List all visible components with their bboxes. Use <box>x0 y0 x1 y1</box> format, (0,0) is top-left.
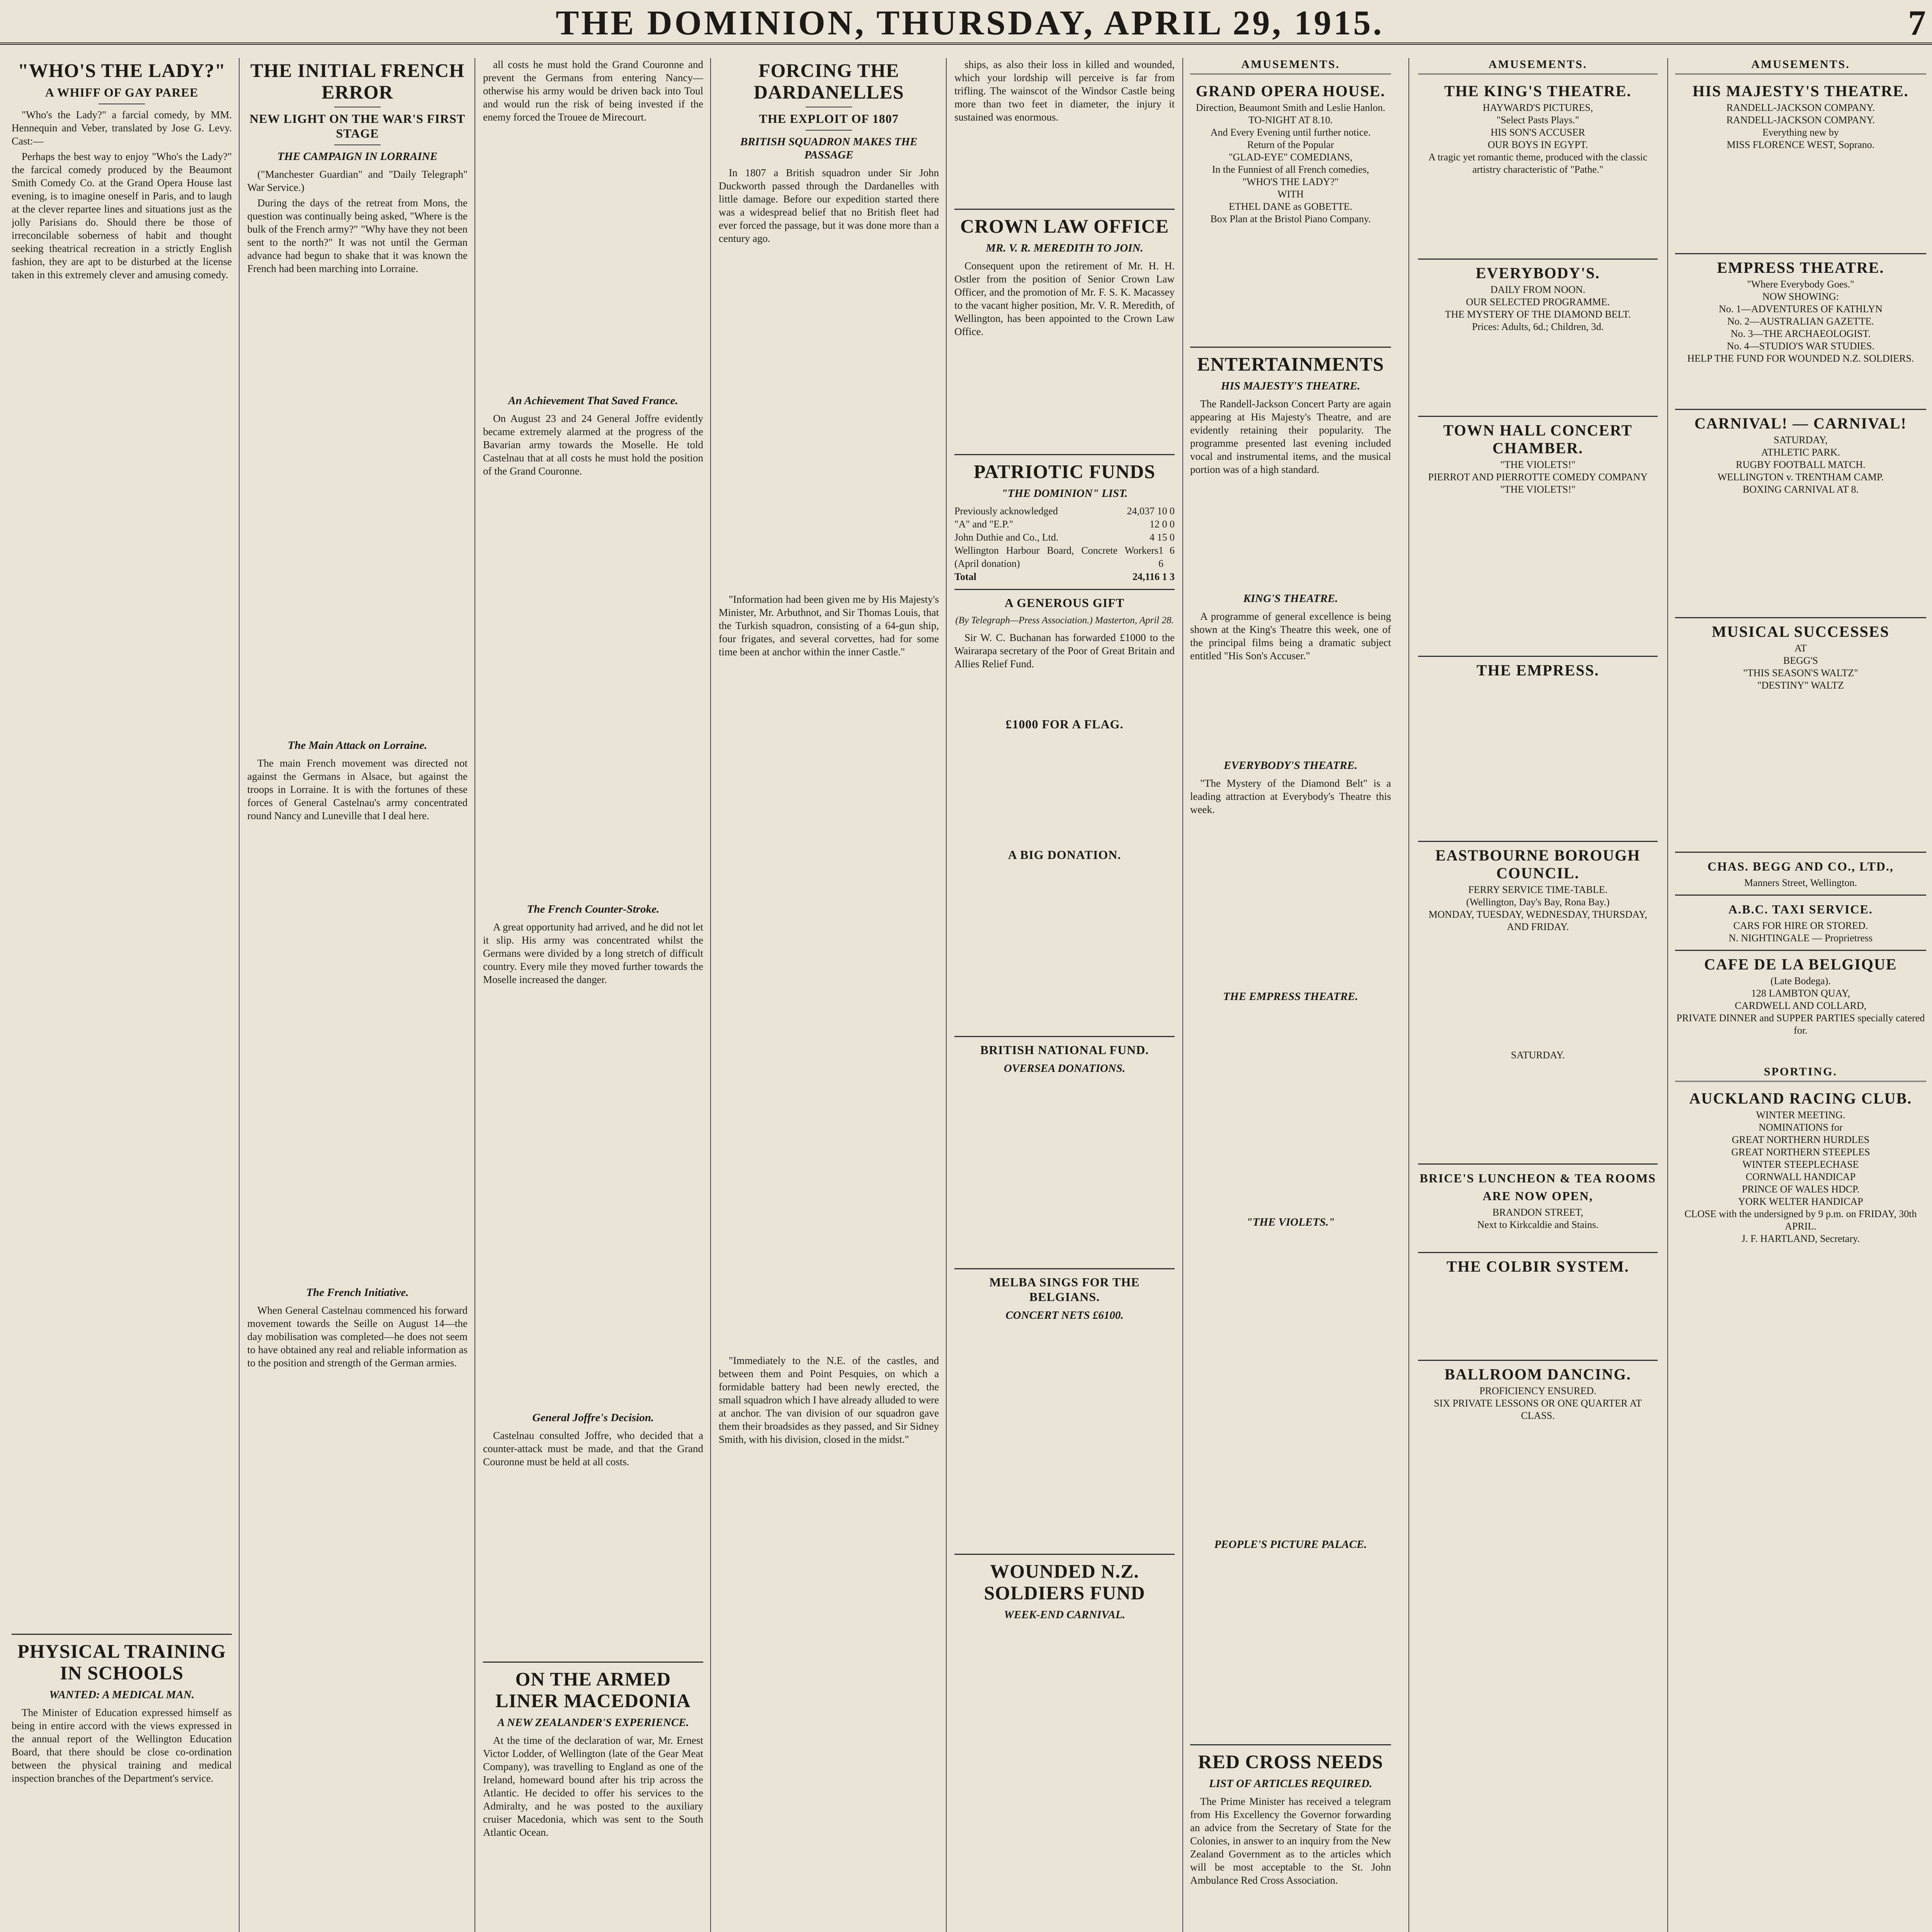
advert-line: SIX PRIVATE LESSONS OR ONE QUARTER AT CLASS. <box>1434 1398 1642 1421</box>
advert-line: No. 4—STUDIO'S WAR STUDIES. <box>1727 340 1874 352</box>
advert-title: TOWN HALL CONCERT CHAMBER. <box>1443 422 1633 457</box>
advert-line: CARS FOR HIRE OR STORED. <box>1733 920 1868 931</box>
article-paragraph: On August 23 and 24 General Joffre evidently became extremely alarmed at the progress of the Bavarian army towards the Moselle. He told Castelnau that at all costs he must hold the position of the Grand Couronne. <box>483 413 703 477</box>
advert-line: (Wellington, Day's Bay, Rona Bay.) <box>1466 896 1610 908</box>
section-headline: ENTERTAINMENTS <box>1197 353 1384 375</box>
section-header: SPORTING. <box>1675 1065 1926 1082</box>
article-subhead: WEEK-END CARNIVAL. <box>1004 1609 1125 1621</box>
advert-line: PRIVATE DINNER and SUPPER PARTIES specially catered for. <box>1676 1012 1925 1036</box>
advert-line: FERRY SERVICE TIME-TABLE. <box>1468 884 1608 895</box>
divider <box>806 130 852 131</box>
column-2 <box>247 58 468 1932</box>
advert-carnival <box>1675 409 1926 501</box>
divider <box>12 1634 232 1635</box>
advert-line: CORNWALL HANDICAP <box>1745 1171 1856 1182</box>
advert-line: J. F. HARTLAND, Secretary. <box>1742 1233 1860 1244</box>
divider <box>954 1036 1175 1037</box>
article-subhead: A WHIFF OF GAY PAREE <box>45 85 199 99</box>
article-crosshead: KING'S THEATRE. <box>1243 592 1338 605</box>
divider <box>954 589 1175 590</box>
advert-line: A tragic yet romantic theme, produced with the classic artistry characteristic of "Pathe." <box>1428 151 1648 175</box>
article-paragraph: At the time of the declaration of war, Mr. Ernest Victor Lodder, of Wellington (late of the Gear Meat Company), was travelling to England as one of the Ireland, homeward bound after his trip across the Atlantic. He decided to offer his services to the Admiralty, and he was posted to the auxiliary cruiser Macedonia, which was sent to the South Atlantic Ocean. <box>483 1735 703 1838</box>
article-paragraph: The main French movement was directed not against the Germans in Alsace, but against the troops in Lorraine. It is with the fortunes of these forces of General Castelnau's army concentrated round Nancy and Luneville that I deal here. <box>247 757 468 821</box>
article-subhead: A NEW ZEALANDER'S EXPERIENCE. <box>497 1716 689 1729</box>
column-rule <box>1667 58 1668 1932</box>
column-rule <box>474 58 475 1932</box>
advert-line: No. 3—THE ARCHAEOLOGIST. <box>1730 328 1871 339</box>
fund-row: "A" and "E.P." 12 0 0 <box>954 519 1175 530</box>
advert-title: CARNIVAL! — CARNIVAL! <box>1694 415 1907 432</box>
column-3 <box>483 58 703 1932</box>
advert-line: RANDELL-JACKSON COMPANY. <box>1726 102 1875 113</box>
advert-line: BRANDON STREET, <box>1492 1207 1583 1218</box>
article-paragraph: ships, as also their loss in killed and wounded, which your lordship will perceive is far from trifling. The wainscot of the Windsor Castle being more than two feet in diameter, the injury it sustained was enormous. <box>954 59 1175 123</box>
advert-beggs <box>1675 617 1926 697</box>
advert-line: HELP THE FUND FOR WOUNDED N.Z. SOLDIERS. <box>1687 353 1914 364</box>
advert-line: AT <box>1794 643 1807 654</box>
advert-line: MISS FLORENCE WEST, Soprano. <box>1726 139 1875 150</box>
article-paragraph: The Prime Minister has received a telegram from His Excellency the Governor forwarding an advice from the Secretary of State for the Colonies, in answer to an inquiry from the New Zealand Government as to the articles which will be most acceptable to the St. John Ambulance Red Cross Association. <box>1190 1796 1391 1886</box>
advert-line: WINTER MEETING. <box>1756 1109 1845 1121</box>
advert-town-hall <box>1418 416 1658 501</box>
article-crosshead: The French Counter-Stroke. <box>527 903 660 915</box>
advert-line: NOMINATIONS for <box>1759 1122 1843 1133</box>
article-paragraph: Perhaps the best way to enjoy "Who's the Lady?" the farcical comedy produced by the Beaumont Smith Comedy Co. at the Grand Opera House last evening, is to imagine oneself in Paris, and to laugh at the clever repartee lines and situations just as the jolly Parisians do. Should there be those of irreconcilable soberness of habit and thought seeking theatrical recreation in a strictly English fashion, they are apt to be disturbed at the license taken in this extremely clever and amusing comedy. <box>12 151 232 281</box>
advert-line: WITH <box>1277 189 1304 200</box>
advert-line: WELLINGTON v. TRENTHAM CAMP. <box>1718 471 1884 483</box>
column-5 <box>954 58 1175 1932</box>
advert-line: Next to Kirkcaldie and Stains. <box>1477 1219 1599 1230</box>
advert-line: PROFICIENCY ENSURED. <box>1479 1385 1597 1396</box>
divider <box>1190 347 1391 348</box>
advert-line: WINTER STEEPLECHASE <box>1742 1159 1859 1170</box>
advert-chas-begg <box>1675 852 1926 895</box>
advert-brices <box>1418 1163 1658 1236</box>
article-paragraph: During the days of the retreat from Mons, the question was continually being asked, "Where is the bulk of the French army?" "Why have they not been sent to the north?" It was not until the German advance had begun to shake that it was known the French had been marching into Lorraine. <box>247 197 468 274</box>
article-headline: PHYSICAL TRAINING IN SCHOOLS <box>17 1640 226 1684</box>
article-headline: RED CROSS NEEDS <box>1198 1751 1383 1772</box>
divider <box>954 454 1175 455</box>
advert-line: GREAT NORTHERN STEEPLES <box>1731 1146 1870 1158</box>
advert-line: HIS SON'S ACCUSER <box>1490 127 1585 138</box>
article-paragraph: In 1807 a British squadron under Sir John Duckworth passed through the Dardanelles with little damage. Before our expedition started there was a widespread belief that no British fleet had ever forced the passage, but it was done more than a century ago. <box>719 167 939 244</box>
article-subhead: NEW LIGHT ON THE WAR'S FIRST STAGE <box>249 112 466 140</box>
advert-title: A.B.C. TAXI SERVICE. <box>1728 902 1873 916</box>
masthead <box>0 0 1932 45</box>
fund-list <box>954 505 1175 583</box>
article-subhead: LIST OF ARTICLES REQUIRED. <box>1209 1777 1372 1790</box>
advert-line: DAILY FROM NOON. <box>1490 284 1585 295</box>
article-paragraph: Sir W. C. Buchanan has forwarded £1000 to the Wairarapa secretary of the Poor of Great Britain and Allies Relief Fund. <box>954 632 1175 670</box>
article-paragraph: Castelnau consulted Joffre, who decided that a counter-attack must be made, and that the Grand Couronne must be held at all costs. <box>483 1430 703 1468</box>
column-rule <box>710 58 711 1932</box>
article-paragraph: "Immediately to the N.E. of the castles, and between them and Point Pesquies, on which a formidable battery had been newly erected, the small squadron which I have already alluded to were at anchor. The van division of our squadron gave them their broadsides as they passed, and Sir Sidney Smith, with his division, closed in the midst." <box>719 1355 939 1445</box>
advert-line: "GLAD-EYE" COMEDIANS, <box>1228 151 1353 163</box>
article-subhead: CONCERT NETS £6100. <box>1005 1309 1124 1321</box>
article-subhead: THE EXPLOIT OF 1807 <box>759 112 899 126</box>
advert-line: THE MYSTERY OF THE DIAMOND BELT. <box>1445 309 1631 320</box>
article-headline: PATRIOTIC FUNDS <box>973 461 1156 482</box>
advert-grand-opera-house <box>1190 78 1391 231</box>
advert-title: AUCKLAND RACING CLUB. <box>1689 1090 1912 1107</box>
divider <box>954 1554 1175 1555</box>
advert-line: N. NIGHTINGALE — Proprietress <box>1728 932 1873 944</box>
article-headline: WOUNDED N.Z. SOLDIERS FUND <box>984 1560 1145 1604</box>
article-headline: ON THE ARMED LINER MACEDONIA <box>495 1668 691 1711</box>
article-kicker: THE CAMPAIGN IN LORRAINE <box>277 150 438 163</box>
advert-line: In the Funniest of all French comedies, <box>1212 164 1369 175</box>
advert-line: OUR SELECTED PROGRAMME. <box>1466 296 1610 308</box>
advert-title: THE EMPRESS. <box>1476 662 1599 679</box>
advert-title: BALLROOM DANCING. <box>1444 1366 1631 1383</box>
article-crosshead: The French Initiative. <box>306 1286 409 1299</box>
article-crosshead: "THE VIOLETS." <box>1246 1216 1335 1228</box>
article-crosshead: An Achievement That Saved France. <box>508 395 678 407</box>
article-crosshead: PEOPLE'S PICTURE PALACE. <box>1214 1538 1367 1551</box>
article-kicker: BRITISH SQUADRON MAKES THE PASSAGE <box>740 136 918 161</box>
advert-line: CARDWELL AND COLLARD, <box>1735 1000 1867 1011</box>
article-headline: "WHO'S THE LADY?" <box>17 60 226 81</box>
advert-title: THE KING'S THEATRE. <box>1444 82 1632 100</box>
advert-line: NOW SHOWING: <box>1762 291 1839 302</box>
advert-line: YORK WELTER HANDICAP <box>1738 1196 1863 1207</box>
advert-line: "Select Pasts Plays." <box>1496 114 1580 126</box>
advert-cafe-belgique <box>1675 950 1926 1042</box>
advert-abc-taxi <box>1675 895 1926 950</box>
advert-title: GRAND OPERA HOUSE. <box>1196 82 1386 100</box>
fund-row: Previously acknowledged 24,037 10 0 <box>954 505 1175 517</box>
advert-everybodys <box>1418 259 1658 338</box>
advert-auckland-racing <box>1675 1085 1926 1250</box>
advert-line: Manners Street, Wellington. <box>1744 877 1857 888</box>
article-crosshead: The Main Attack on Lorraine. <box>287 739 427 752</box>
article-paragraph: A programme of general excellence is being shown at the King's Theatre this week, one of the principal films being a dramatic subject entitled "His Son's Accuser." <box>1190 611 1391 662</box>
advert-his-majestys <box>1675 78 1926 156</box>
dateline: (By Telegraph—Press Association.) Masterton, April 28. <box>955 615 1174 626</box>
advert-eastbourne-ferry <box>1418 841 1658 1067</box>
advert-line: Box Plan at the Bristol Piano Company. <box>1210 213 1371 224</box>
advert-title: CHAS. BEGG AND CO., LTD., <box>1708 859 1894 873</box>
article-crosshead: General Joffre's Decision. <box>532 1412 654 1424</box>
article-headline: MELBA SINGS FOR THE BELGIANS. <box>989 1275 1140 1304</box>
advert-line: PRINCE OF WALES HDCP. <box>1742 1184 1860 1195</box>
section-header: AMUSEMENTS. <box>1675 58 1926 75</box>
divider <box>954 1268 1175 1269</box>
column-6 <box>1190 58 1391 1932</box>
advert-line: RANDELL-JACKSON COMPANY. <box>1726 114 1875 126</box>
advert-line: "Where Everybody Goes." <box>1747 279 1854 290</box>
page-number: 7 <box>1908 3 1926 43</box>
advert-line: TO-NIGHT AT 8.10. <box>1248 114 1333 126</box>
column-7 <box>1418 58 1658 1932</box>
section-header: AMUSEMENTS. <box>1418 58 1658 75</box>
advert-line: SATURDAY, <box>1774 434 1828 446</box>
advert-title: EVERYBODY'S. <box>1476 264 1600 282</box>
article-paragraph: all costs he must hold the Grand Couronne and prevent the Germans from entering Nancy—otherwise his army would be driven back into Toul and would run the risk of being invested if the enemy forced the Trouee de Mirecourt. <box>483 59 703 123</box>
article-paragraph: "Who's the Lady?" a farcial comedy, by MM. Hennequin and Veber, translated by Jose G. Levy. Cast:— <box>12 109 232 147</box>
article-subhead: MR. V. R. MEREDITH TO JOIN. <box>986 242 1143 254</box>
article-headline: CROWN LAW OFFICE <box>960 215 1169 237</box>
advert-line: Return of the Popular <box>1247 139 1334 150</box>
advert-line: No. 1—ADVENTURES OF KATHLYN <box>1719 303 1883 315</box>
article-headline: FORCING THE DARDANELLES <box>753 60 904 103</box>
article-headline: £1000 FOR A FLAG. <box>1005 717 1124 731</box>
article-crosshead: HIS MAJESTY'S THEATRE. <box>1221 380 1361 392</box>
newspaper-title: THE DOMINION, THURSDAY, APRIL 29, 1915. <box>556 4 1384 42</box>
column-rule <box>1182 58 1183 1932</box>
advert-ballroom-dancing <box>1418 1360 1658 1427</box>
article-headline: THE INITIAL FRENCH ERROR <box>250 60 465 103</box>
advert-line: (Late Bodega). <box>1770 975 1831 986</box>
advert-line: Everything new by <box>1762 127 1839 138</box>
fund-total: Total 24,116 1 3 <box>954 571 1175 582</box>
article-headline: A BIG DONATION. <box>1008 848 1121 862</box>
article-paragraph: Consequent upon the retirement of Mr. H. H. Ostler from the position of Senior Crown Law Officer, and the promotion of Mr. F. S. K. Macassey to the vacant higher position, Mr. V. R. Meredith, of Wellington, has been appointed to the Crown Law Office. <box>954 260 1175 337</box>
advert-line: CLOSE with the undersigned by 9 p.m. on FRIDAY, 30th APRIL. <box>1684 1208 1917 1232</box>
advert-line: "THE VIOLETS!" <box>1500 459 1576 470</box>
advert-line: GREAT NORTHERN HURDLES <box>1731 1134 1870 1145</box>
advert-line: Direction, Beaumont Smith and Leslie Hanlon. <box>1196 102 1386 113</box>
column-8 <box>1675 58 1926 1932</box>
advert-line: 128 LAMBTON QUAY, <box>1751 988 1850 999</box>
article-headline: BRITISH NATIONAL FUND. <box>980 1043 1149 1057</box>
advert-line: "DESTINY" WALTZ <box>1757 680 1844 691</box>
article-paragraph: A great opportunity had arrived, and he did not let it slip. His army was concentrated whilst the Germans were divided by a long stretch of difficult country. Every mile they moved further towards the Moselle increased the danger. <box>483 921 703 985</box>
article-paragraph: "The Mystery of the Diamond Belt" is a leading attraction at Everybody's Theatre this week. <box>1190 777 1391 815</box>
column-rule <box>239 58 240 1932</box>
divider <box>954 209 1175 210</box>
advert-line: ETHEL DANE as GOBETTE. <box>1229 201 1352 212</box>
advert-line: RUGBY FOOTBALL MATCH. <box>1736 459 1866 470</box>
advert-kings-theatre <box>1418 78 1658 181</box>
advert-line: MONDAY, TUESDAY, WEDNESDAY, THURSDAY, AND FRIDAY. <box>1429 909 1647 932</box>
advert-line: HAYWARD'S PICTURES, <box>1483 102 1593 113</box>
fund-row: John Duthie and Co., Ltd. 4 15 0 <box>954 532 1175 543</box>
advert-line: Prices: Adults, 6d.; Children, 3d. <box>1472 321 1604 332</box>
article-paragraph: The Minister of Education expressed himself as being in entire accord with the views expressed in the annual report of the Wellington Education Board, that there should be close co-ordination between the physical training and medical inspection branches of the Department's service. <box>12 1707 232 1784</box>
column-4 <box>719 58 939 1932</box>
advert-title: THE COLBIR SYSTEM. <box>1446 1258 1629 1275</box>
advert-empress-theatre <box>1675 253 1926 370</box>
advert-line: BOXING CARNIVAL AT 8. <box>1743 484 1859 495</box>
advert-line: SATURDAY. <box>1511 1049 1565 1061</box>
article-headline: A GENEROUS GIFT <box>1004 596 1125 610</box>
advert-title: EMPRESS THEATRE. <box>1717 259 1884 276</box>
advert-line: "THE VIOLETS!" <box>1500 484 1576 495</box>
article-subhead: OVERSEA DONATIONS. <box>1003 1062 1126 1075</box>
article-crosshead: THE EMPRESS THEATRE. <box>1223 990 1358 1003</box>
article-subhead: "THE DOMINION" LIST. <box>1001 487 1128 500</box>
advert-title: CAFE DE LA BELGIQUE <box>1704 956 1897 973</box>
article-paragraph: The Randell-Jackson Concert Party are again appearing at His Majesty's Theatre, and are evidently retaining their popularity. The programme presented last evening included vocal and instrumental items, and the musical portion was of a high standard. <box>1190 398 1391 475</box>
advert-line: And Every Evening until further notice. <box>1210 127 1371 138</box>
column-rule <box>1408 58 1409 1932</box>
advert-line: No. 2—AUSTRALIAN GAZETTE. <box>1727 316 1874 327</box>
article-kicker: WANTED: A MEDICAL MAN. <box>49 1689 194 1701</box>
article-paragraph: "Information had been given me by His Majesty's Minister, Mr. Arbuthnot, and Sir Thomas Louis, that the Turkish squadron, consisting of a 64-gun ship, four frigates, and several corvettes, had for some time been at anchor within the inner Castle." <box>719 594 939 658</box>
advert-line: "WHO'S THE LADY?" <box>1242 176 1339 187</box>
divider <box>1190 1744 1391 1745</box>
fund-row: Wellington Harbour Board, Concrete Workers (April donation) 1 6 6 <box>954 545 1175 569</box>
advert-title: BRICE'S LUNCHEON & TEA ROOMS ARE NOW OPEN, <box>1420 1171 1656 1203</box>
column-1 <box>12 58 232 1932</box>
divider <box>483 1662 703 1663</box>
column-rule <box>946 58 947 1932</box>
advert-colbir-system <box>1418 1252 1658 1282</box>
advert-empress <box>1418 656 1658 686</box>
advert-title: EASTBOURNE BOROUGH COUNCIL. <box>1435 847 1641 882</box>
article-crosshead: EVERYBODY'S THEATRE. <box>1224 759 1357 772</box>
advert-title: MUSICAL SUCCESSES <box>1712 623 1889 640</box>
section-header: AMUSEMENTS. <box>1190 58 1391 75</box>
advert-line: "THIS SEASON'S WALTZ" <box>1743 667 1858 679</box>
advert-line: ATHLETIC PARK. <box>1761 447 1840 458</box>
advert-line: PIERROT AND PIERROTTE COMEDY COMPANY <box>1428 471 1648 483</box>
article-paragraph: ("Manchester Guardian" and "Daily Telegraph" War Service.) <box>247 168 468 193</box>
advert-line: BEGG'S <box>1783 655 1818 666</box>
advert-line: OUR BOYS IN EGYPT. <box>1488 139 1588 150</box>
article-paragraph: When General Castelnau commenced his forward movement towards the Seille on August 14—the day mobilisation was completed—he does not seem to have obtained any real and reliable information as to the position and strength of the German armies. <box>247 1304 468 1369</box>
advert-title: HIS MAJESTY'S THEATRE. <box>1692 82 1909 100</box>
